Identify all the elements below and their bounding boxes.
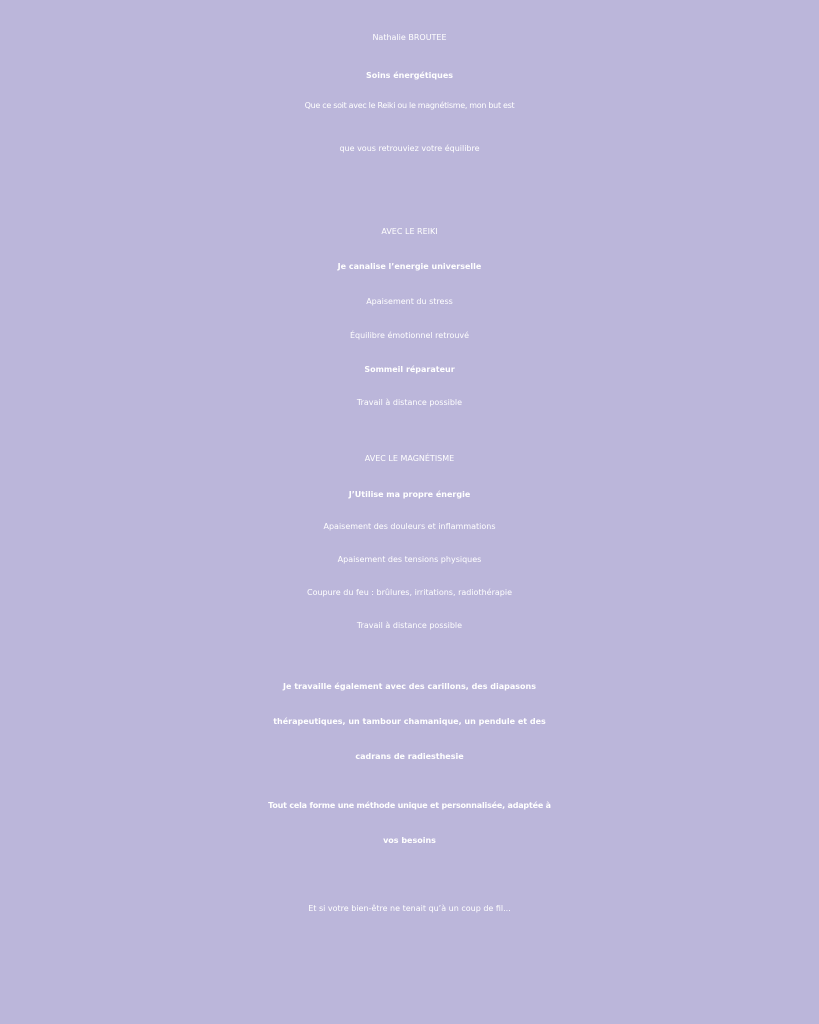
intro-line-2: que vous retrouviez votre équilibre [339, 144, 480, 153]
intro-line-1: Que ce soit avec le Reiki ou le magnétisme, mon but est [304, 101, 515, 110]
tools-line-1: Je travaille également avec des carillons, des diapasons [283, 682, 536, 691]
magnetisme-item: Travail à distance possible [356, 621, 463, 630]
method-line-1: Tout cela forme une méthode unique et personnalisée, adaptée à [268, 801, 551, 810]
reiki-heading: AVEC LE REIKI [381, 227, 438, 236]
reiki-subheading: Je canalise l’energie universelle [337, 262, 482, 271]
closing-line: Et si votre bien-être ne tenait qu’à un coup de fil... [308, 904, 511, 913]
reiki-item: Travail à distance possible [356, 398, 463, 407]
magnetisme-heading: AVEC LE MAGNÉTISME [364, 454, 455, 463]
method-line-2: vos besoins [383, 836, 436, 845]
reiki-item: Apaisement du stress [366, 297, 453, 306]
reiki-item: Sommeil réparateur [364, 365, 455, 374]
magnetisme-item: Apaisement des douleurs et inflammations [323, 522, 496, 531]
magnetisme-item: Apaisement des tensions physiques [337, 555, 482, 564]
tools-line-2: thérapeutiques, un tambour chamanique, un pendule et des [273, 717, 546, 726]
practice-subtitle: Soins énergétiques [365, 71, 454, 80]
reiki-item: Équilibre émotionnel retrouvé [349, 331, 470, 340]
magnetisme-subheading: J’Utilise ma propre énergie [348, 490, 471, 499]
tools-line-3: cadrans de radiesthesie [355, 752, 464, 761]
magnetisme-item: Coupure du feu : brûlures, irritations, radiothérapie [306, 588, 512, 597]
practitioner-name: Nathalie BROUTEE [372, 33, 447, 42]
